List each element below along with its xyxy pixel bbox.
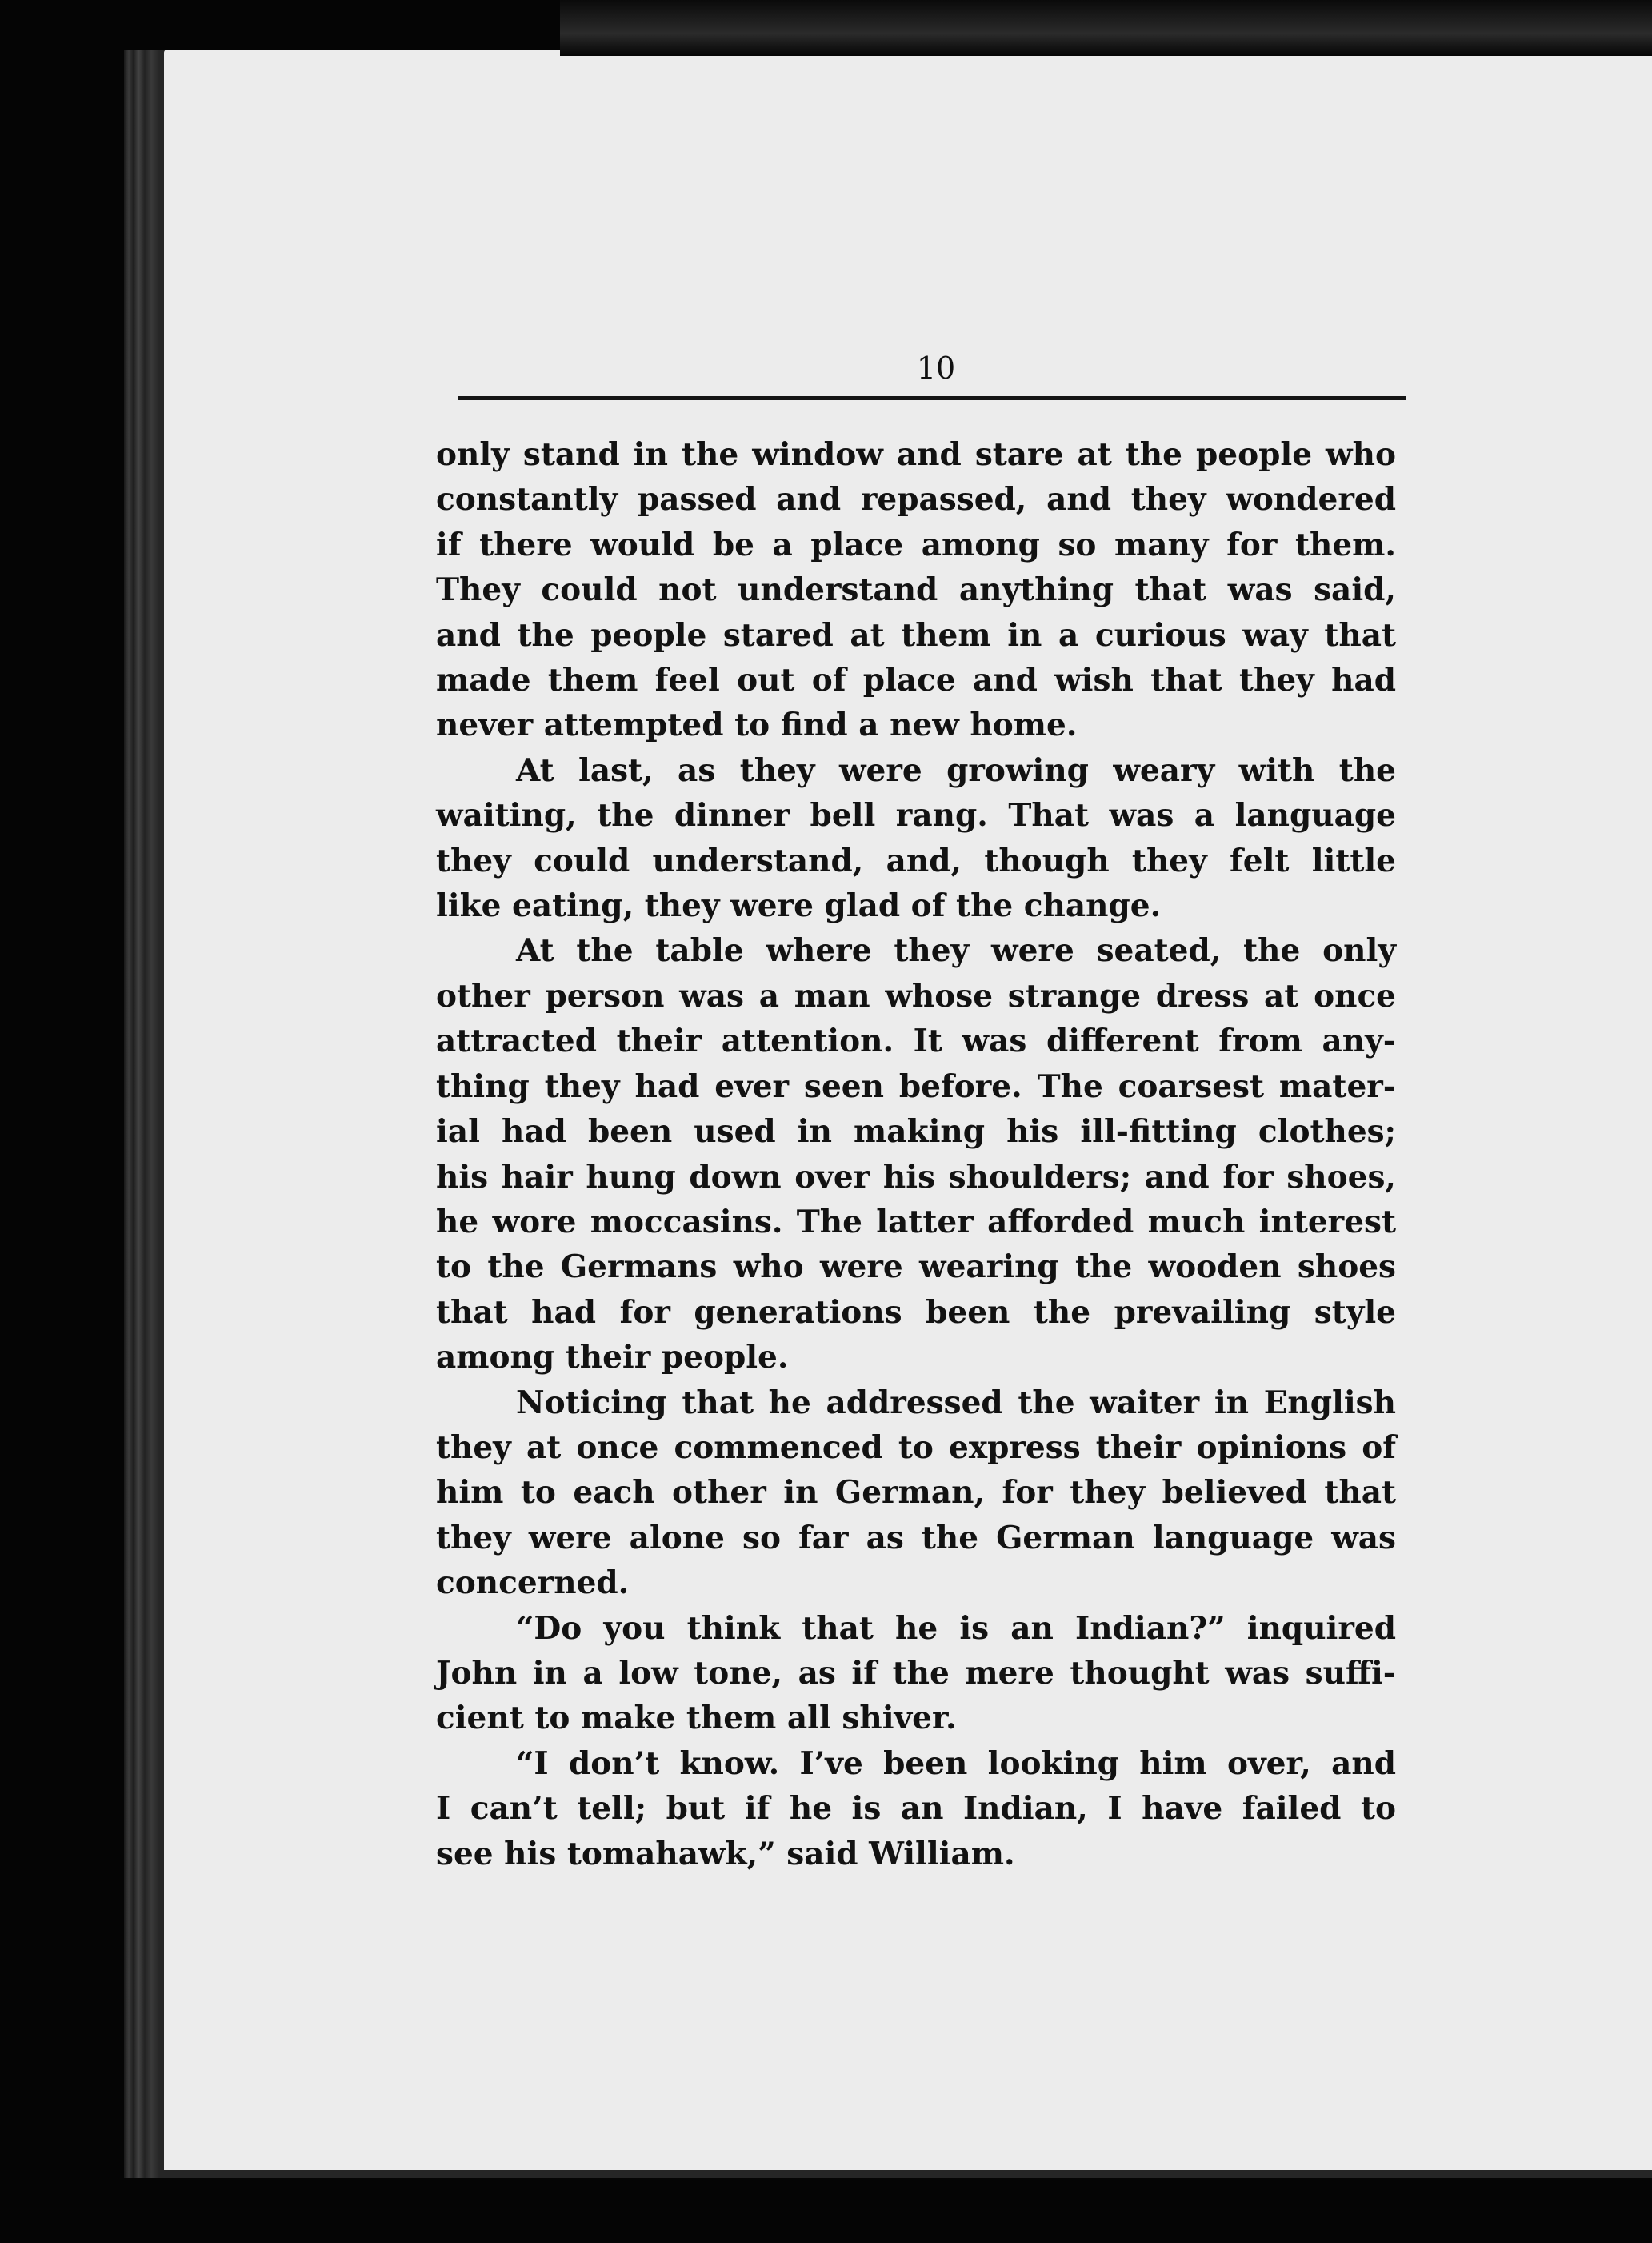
text-line: they could understand, and, though they felt little [436, 842, 1396, 879]
text-line: Noticing that he addressed the waiter in English [516, 1384, 1396, 1421]
text-line: At last, as they were growing weary with the [516, 751, 1396, 789]
text-line: his hair hung down over his shoulders; and for shoes, [436, 1158, 1396, 1196]
paragraph [436, 1741, 1396, 1877]
text-line: cient to make them all shiver. [436, 1700, 957, 1737]
text-line: “I don’t know. I’ve been looking him over, and [516, 1744, 1396, 1782]
text-line: John in a low tone, as if the mere thought was suffi- [436, 1654, 1396, 1692]
top-binding-shadow [560, 0, 1652, 56]
text-line: that had for generations been the prevailing style [436, 1293, 1396, 1331]
text-line: other person was a man whose strange dress at once [436, 977, 1396, 1015]
text-line: only stand in the window and stare at the people who [436, 436, 1396, 473]
text-line: waiting, the dinner bell rang. That was a language [436, 797, 1396, 835]
text-line: like eating, they were glad of the change. [436, 887, 1162, 925]
text-line: thing they had ever seen before. The coarsest mater- [436, 1067, 1396, 1105]
text-line: At the table where they were seated, the only [516, 932, 1396, 970]
body-text [436, 432, 1396, 1877]
text-line: they at once commenced to express their opinions of [436, 1428, 1396, 1466]
text-line: he wore moccasins. The latter afforded much interest [436, 1203, 1396, 1240]
text-line: I can’t tell; but if he is an Indian, I have failed to [436, 1790, 1396, 1828]
text-line: attracted their attention. It was different from any- [436, 1023, 1396, 1060]
paragraph [436, 432, 1396, 748]
page-number: 10 [916, 350, 956, 386]
text-line: and the people stared at them in a curious way that [436, 616, 1396, 654]
text-line: “Do you think that he is an Indian?” inquired [516, 1609, 1396, 1647]
text-line: see his tomahawk,” said William. [436, 1835, 1015, 1873]
paragraph [436, 1380, 1396, 1606]
paragraph [436, 928, 1396, 1380]
text-line: they were alone so far as the German language was [436, 1519, 1396, 1556]
header-rule [458, 396, 1406, 400]
text-line: never attempted to find a new home. [436, 707, 1078, 744]
text-line: to the Germans who were wearing the wooden shoes [436, 1248, 1396, 1286]
text-line: among their people. [436, 1339, 789, 1376]
paragraph [436, 1606, 1396, 1741]
text-line: constantly passed and repassed, and they wondered [436, 481, 1396, 519]
text-line: if there would be a place among so many for them. [436, 526, 1396, 563]
text-line: ial had been used in making his ill-fitting clothes; [436, 1113, 1396, 1151]
text-line: him to each other in German, for they believed that [436, 1474, 1396, 1512]
text-line: concerned. [436, 1564, 630, 1602]
paragraph [436, 748, 1396, 929]
text-line: made them feel out of place and wish that they had [436, 662, 1396, 699]
text-line: They could not understand anything that was said, [436, 571, 1396, 609]
